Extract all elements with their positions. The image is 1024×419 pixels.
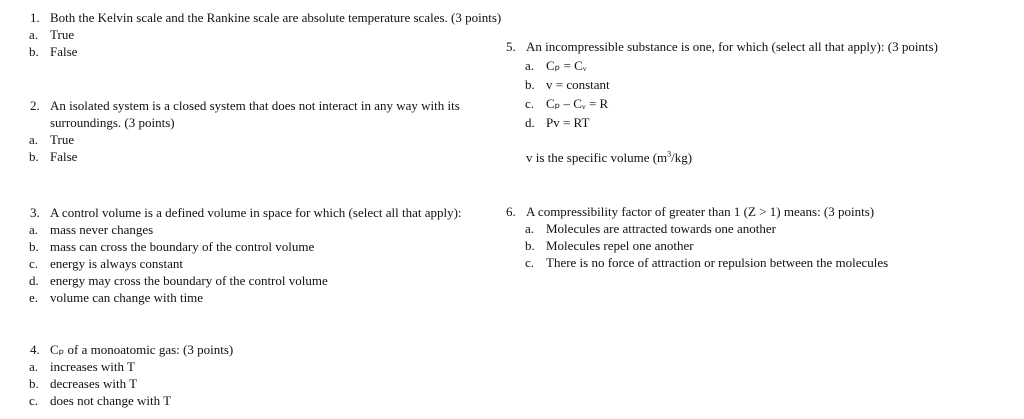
- option-c[interactable]: Cₚ – Cᵥ = R: [546, 96, 609, 111]
- question-number: 1.: [30, 10, 40, 25]
- option-label: a.: [525, 58, 535, 73]
- question-text: Cₚ of a monoatomic gas: (3 points): [50, 342, 234, 357]
- option-a[interactable]: Cₚ = Cᵥ: [546, 58, 587, 73]
- option-true[interactable]: True: [50, 132, 75, 147]
- option-b[interactable]: Molecules repel one another: [546, 238, 694, 253]
- option-a[interactable]: increases with T: [50, 359, 135, 374]
- question-number: 5.: [506, 39, 516, 54]
- option-label: d.: [29, 273, 39, 288]
- option-label: b.: [29, 376, 39, 391]
- option-label: a.: [29, 222, 39, 237]
- option-b[interactable]: mass can cross the boundary of the control volume: [50, 239, 315, 254]
- option-label: c.: [525, 255, 535, 270]
- question-number: 3.: [30, 205, 40, 220]
- option-d[interactable]: energy may cross the boundary of the control volume: [50, 273, 328, 288]
- option-label: d.: [525, 115, 535, 130]
- option-label: e.: [29, 290, 39, 305]
- question-number: 6.: [506, 204, 516, 219]
- question-text: A control volume is a defined volume in space for which (select all that apply):: [50, 205, 462, 220]
- option-label: c.: [525, 96, 535, 111]
- option-label: b.: [29, 44, 39, 59]
- option-c[interactable]: There is no force of attraction or repulsion between the molecules: [546, 255, 889, 270]
- question-text: An isolated system is a closed system that does not interact in any way with its: [50, 98, 460, 113]
- option-b[interactable]: v = constant: [546, 77, 610, 92]
- option-label: c.: [29, 393, 39, 408]
- option-label: b.: [29, 239, 39, 254]
- option-label: a.: [525, 221, 535, 236]
- option-a[interactable]: Molecules are attracted towards one another: [546, 221, 776, 236]
- option-c[interactable]: does not change with T: [50, 393, 172, 408]
- option-b[interactable]: decreases with T: [50, 376, 138, 391]
- question-text: A compressibility factor of greater than 1 (Z > 1) means: (3 points): [526, 204, 875, 219]
- option-label: b.: [525, 77, 535, 92]
- option-false[interactable]: False: [50, 44, 78, 59]
- option-false[interactable]: False: [50, 149, 78, 164]
- specific-volume-note: v is the specific volume $(m^3/kg)$: [526, 149, 693, 165]
- question-text-cont: surroundings. (3 points): [50, 115, 175, 130]
- option-c[interactable]: energy is always constant: [50, 256, 183, 271]
- option-label: b.: [525, 238, 535, 253]
- option-label: b.: [29, 149, 39, 164]
- question-text: Both the Kelvin scale and the Rankine scale are absolute temperature scales. (3 points): [50, 10, 502, 25]
- option-true[interactable]: True: [50, 27, 75, 42]
- option-a[interactable]: mass never changes: [50, 222, 154, 237]
- question-number: 2.: [30, 98, 40, 113]
- option-label: a.: [29, 132, 39, 147]
- option-label: a.: [29, 359, 39, 374]
- option-e[interactable]: volume can change with time: [50, 290, 204, 305]
- question-text: An incompressible substance is one, for which (select all that apply): (3 points): [526, 39, 938, 54]
- option-d[interactable]: Pv = RT: [546, 115, 590, 130]
- question-number: 4.: [30, 342, 40, 357]
- option-label: a.: [29, 27, 39, 42]
- option-label: c.: [29, 256, 39, 271]
